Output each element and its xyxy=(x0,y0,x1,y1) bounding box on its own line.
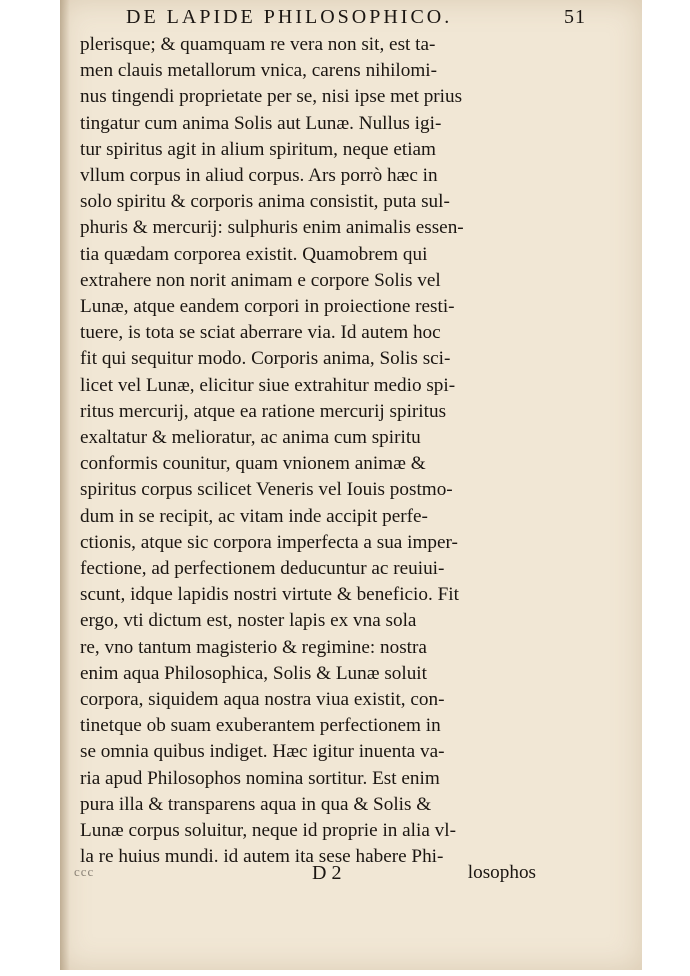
text-line: tingatur cum anima Solis aut Lunæ. Nullus igi- xyxy=(80,112,442,134)
page-header xyxy=(126,6,586,30)
text-line: Lunæ, atque eandem corpori in proiectione resti- xyxy=(80,296,455,318)
text-line: ritus mercurij, atque ea ratione mercurij spiritus xyxy=(80,400,447,422)
text-line: nus tingendi proprietate per se, nisi ipse met prius xyxy=(80,86,463,108)
body-text xyxy=(80,32,536,871)
faded-shelfmark: ccc xyxy=(74,864,95,879)
text-line: exaltatur & melioratur, ac anima cum spiritu xyxy=(80,427,421,449)
text-line: pura illa & transparens aqua in qua & Solis & xyxy=(80,793,432,815)
text-line: se omnia quibus indiget. Hæc igitur inuenta va- xyxy=(80,741,445,763)
text-line: Lunæ corpus soluitur, neque id proprie in alia vl- xyxy=(80,820,456,842)
text-line: enim aqua Philosophica, Solis & Lunæ soluit xyxy=(80,662,427,684)
page-footer xyxy=(74,862,536,886)
gutter-shadow xyxy=(60,0,70,970)
text-line: ctionis, atque sic corpora imperfecta a sua imper- xyxy=(80,531,458,553)
text-line: re, vno tantum magisterio & regimine: nostra xyxy=(80,636,427,658)
text-line: phuris & mercurij: sulphuris enim animalis essen- xyxy=(80,217,464,239)
text-line: solo spiritu & corporis anima consistit, puta sul- xyxy=(80,191,450,213)
text-line: conformis counitur, quam vnionem animæ & xyxy=(80,453,426,475)
text-line: fectione, ad perfectionem deducuntur ac reuiui- xyxy=(80,558,445,580)
text-line: corpora, siquidem aqua nostra viua existit, con- xyxy=(80,689,445,711)
text-line: tur spiritus agit in alium spiritum, neque etiam xyxy=(80,138,436,160)
text-line: licet vel Lunæ, elicitur siue extrahitur medio spi- xyxy=(80,374,456,396)
text-line: tuere, is tota se sciat aberrare via. Id autem hoc xyxy=(80,322,441,344)
page-number: 51 xyxy=(564,6,586,28)
text-line: dum in se recipit, ac vitam inde accipit perfe- xyxy=(80,505,428,527)
text-line: spiritus corpus scilicet Veneris vel Iouis postmo- xyxy=(80,479,453,501)
text-line: la re huius mundi. id autem ita sese habere Phi- xyxy=(80,846,444,868)
text-line: extrahere non norit animam e corpore Solis vel xyxy=(80,269,441,291)
text-line: ria apud Philosophos nomina sortitur. Est enim xyxy=(80,767,440,789)
catchword: losophos xyxy=(467,862,536,883)
text-line: vllum corpus in aliud corpus. Ars porrò hæc in xyxy=(80,165,438,187)
text-line: tia quædam corporea existit. Quamobrem qui xyxy=(80,243,428,265)
running-title: DE LAPIDE PHILOSOPHICO. xyxy=(126,6,453,28)
text-line: plerisque; & quamquam re vera non sit, est ta- xyxy=(80,34,436,55)
signature-mark: D 2 xyxy=(312,862,342,884)
text-line: scunt, idque lapidis nostri virtute & beneficio. Fit xyxy=(80,584,459,606)
text-line: men clauis metallorum vnica, carens nihilomi- xyxy=(80,60,437,82)
book-page xyxy=(60,0,642,970)
text-line: ergo, vti dictum est, noster lapis ex vna sola xyxy=(80,610,417,632)
text-line: tinetque ob suam exuberantem perfectionem in xyxy=(80,715,441,737)
text-line: fit qui sequitur modo. Corporis anima, Solis sci- xyxy=(80,348,451,370)
